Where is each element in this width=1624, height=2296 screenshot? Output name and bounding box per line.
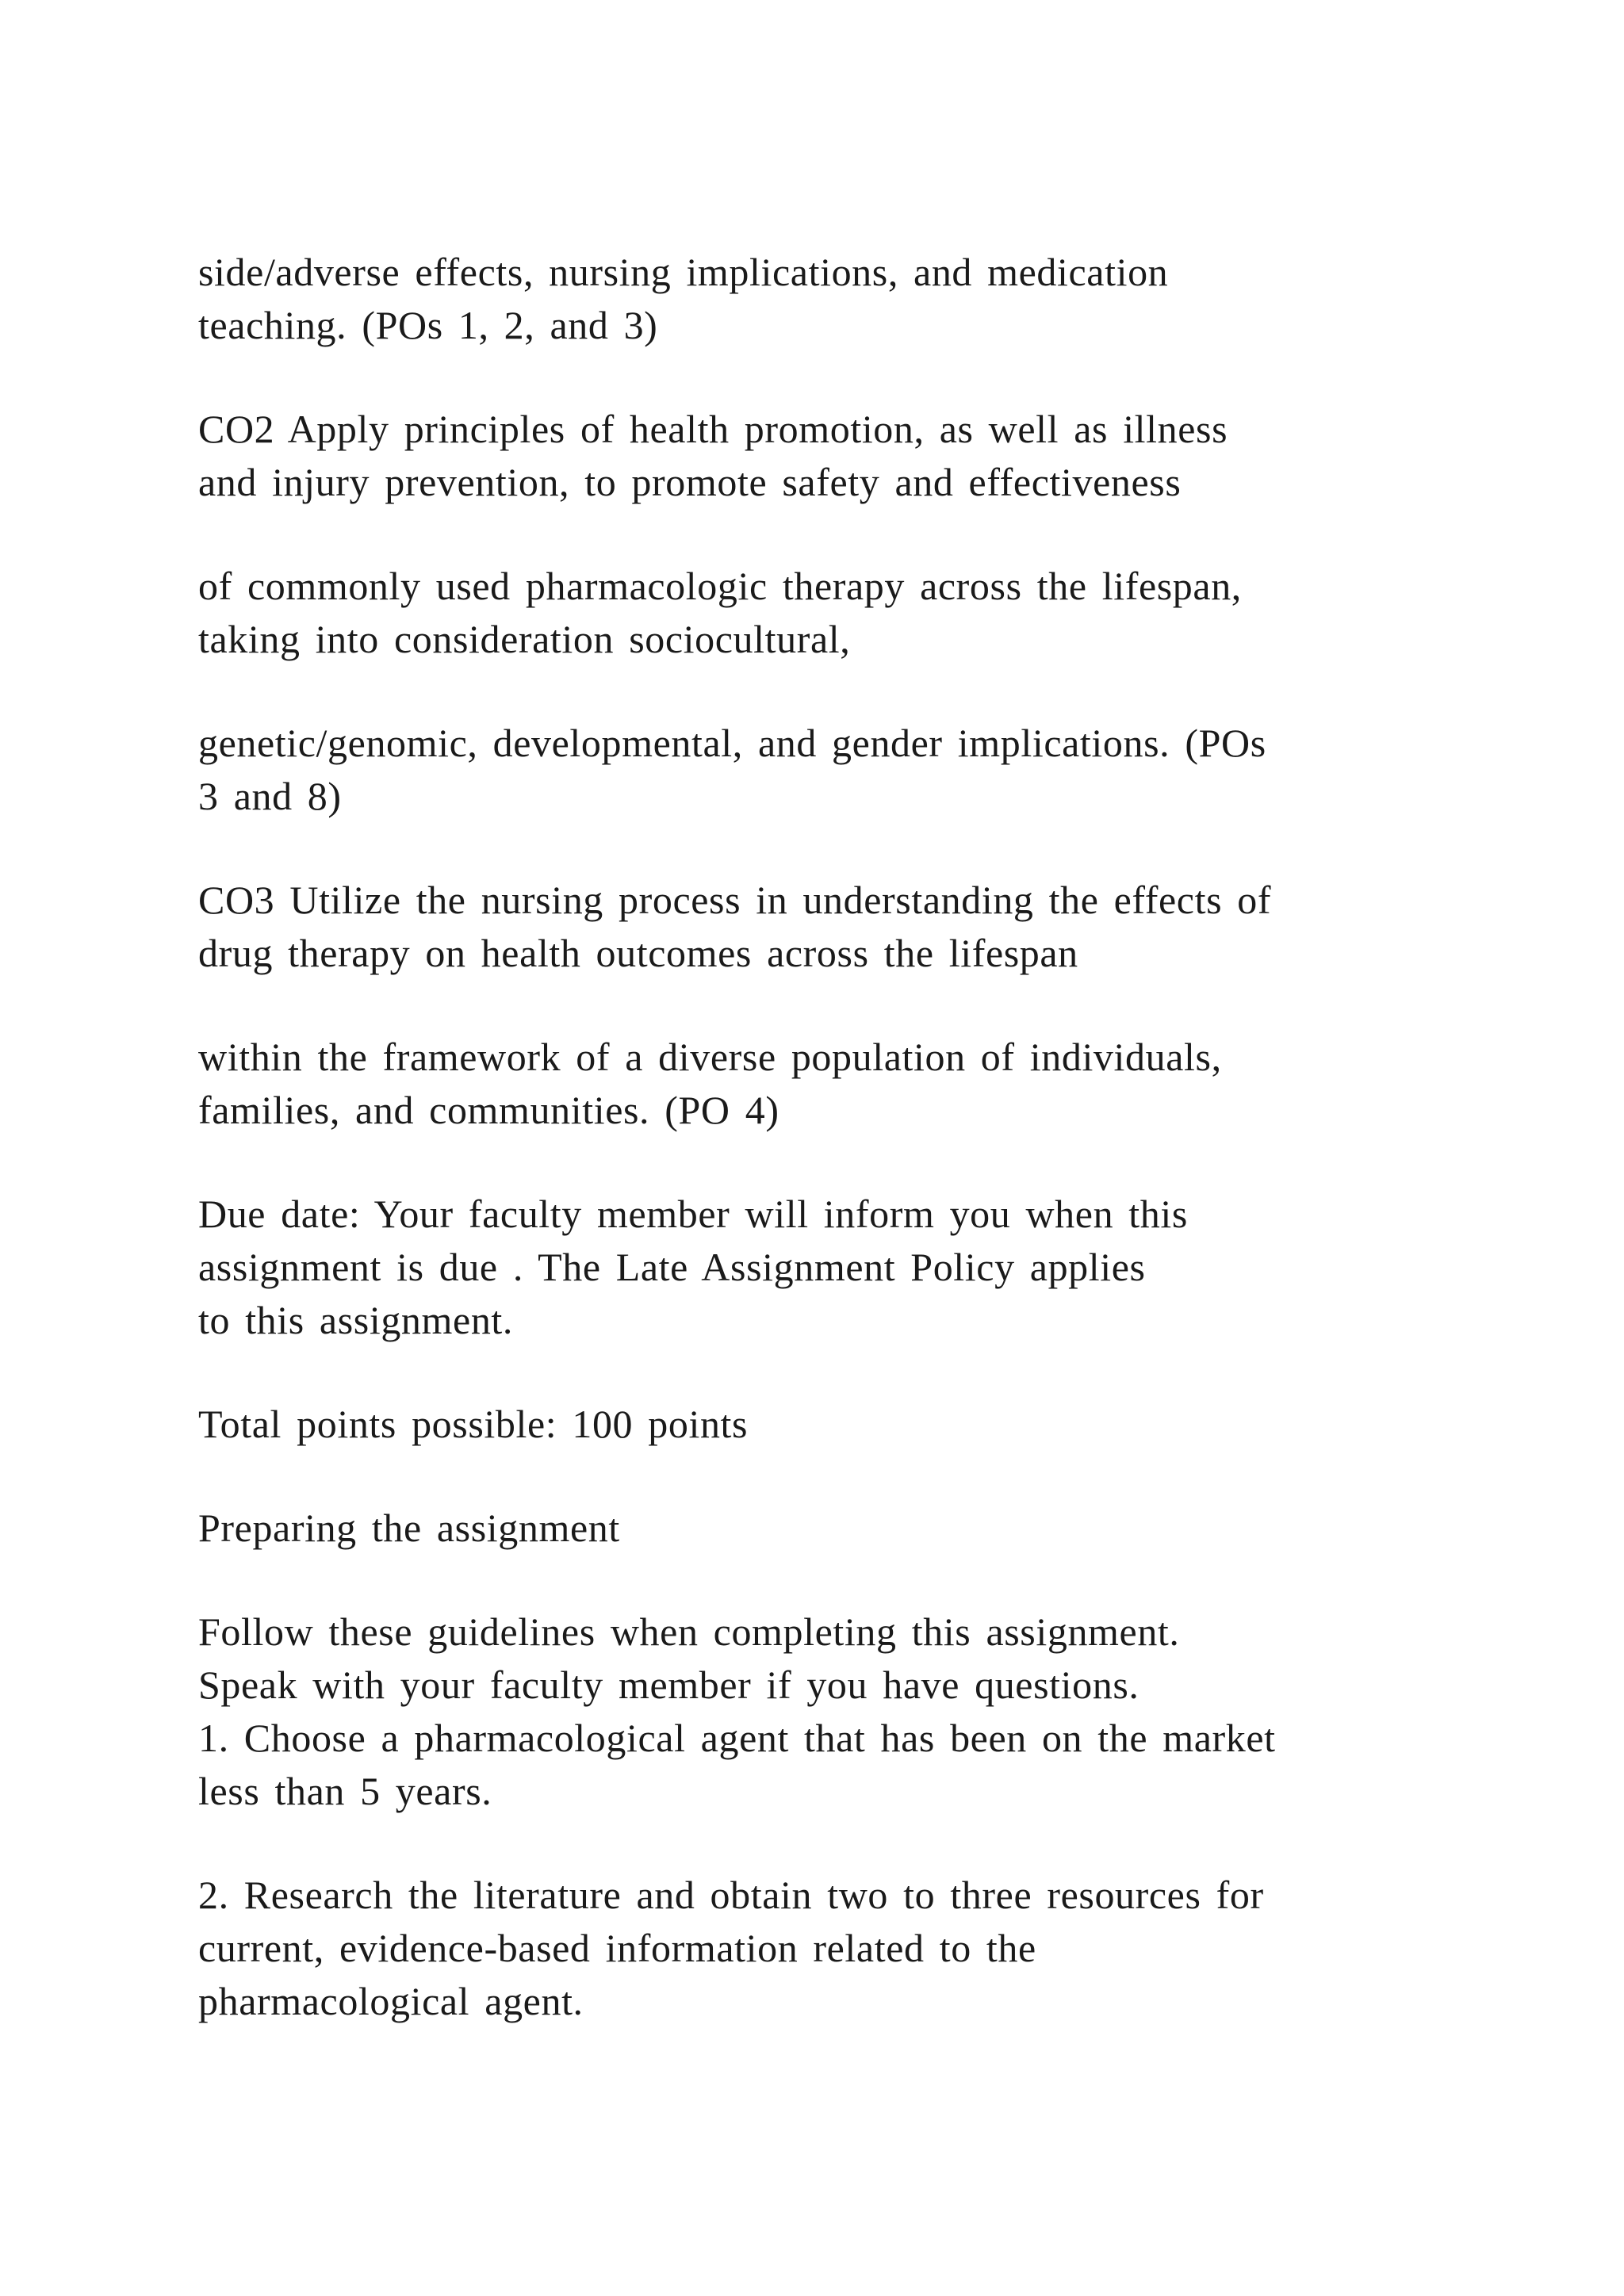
text-line-20: 1. Choose a pharmacological agent that has been on the market xyxy=(198,1716,1276,1760)
text-line-23: current, evidence-based information related to the xyxy=(198,1926,1036,1970)
text-line-9: CO3 Utilize the nursing process in understanding the effects of xyxy=(198,878,1272,922)
text-line-17: Preparing the assignment xyxy=(198,1506,620,1550)
text-line-4: and injury prevention, to promote safety and effectiveness xyxy=(198,460,1182,504)
text-line-18: Follow these guidelines when completing this assignment. xyxy=(198,1609,1180,1654)
text-line-6: taking into consideration sociocultural, xyxy=(198,617,851,661)
text-line-11: within the framework of a diverse population of individuals, xyxy=(198,1035,1222,1079)
text-line-13: Due date: Your faculty member will inform you when this xyxy=(198,1192,1188,1236)
text-line-19: Speak with your faculty member if you have questions. xyxy=(198,1663,1139,1707)
text-line-22: 2. Research the literature and obtain two to three resources for xyxy=(198,1873,1264,1917)
text-line-24: pharmacological agent. xyxy=(198,1979,584,2023)
text-line-8: 3 and 8) xyxy=(198,774,342,818)
text-line-2: teaching. (POs 1, 2, and 3) xyxy=(198,303,658,347)
text-line-21: less than 5 years. xyxy=(198,1769,492,1813)
text-line-7: genetic/genomic, developmental, and gender implications. (POs xyxy=(198,721,1266,765)
text-line-16: Total points possible: 100 points xyxy=(198,1402,749,1446)
text-line-14: assignment is due . The Late Assignment Policy applies xyxy=(198,1245,1146,1289)
text-line-1: side/adverse effects, nursing implications, and medication xyxy=(198,250,1169,294)
text-line-10: drug therapy on health outcomes across the lifespan xyxy=(198,931,1078,975)
text-line-3: CO2 Apply principles of health promotion, as well as illness xyxy=(198,407,1228,451)
text-line-5: of commonly used pharmacologic therapy across the lifespan, xyxy=(198,564,1242,608)
text-line-15: to this assignment. xyxy=(198,1298,514,1342)
text-line-12: families, and communities. (PO 4) xyxy=(198,1088,779,1132)
